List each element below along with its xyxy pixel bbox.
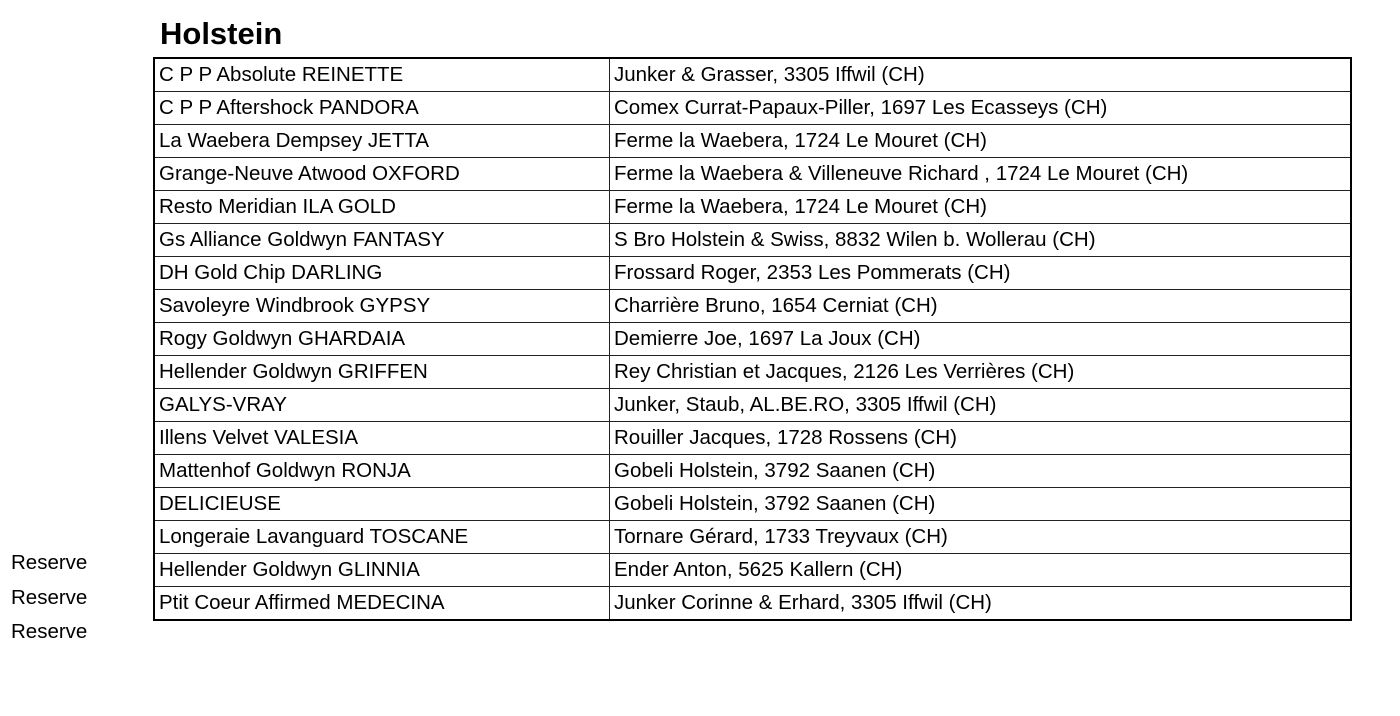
owner-cell: Gobeli Holstein, 3792 Saanen (CH) xyxy=(610,488,1352,521)
reserve-label: Reserve xyxy=(11,620,88,644)
owner-cell: Charrière Bruno, 1654 Cerniat (CH) xyxy=(610,290,1352,323)
animal-name-cell: GALYS-VRAY xyxy=(154,389,610,422)
animal-name-cell: Longeraie Lavanguard TOSCANE xyxy=(154,521,610,554)
table-row xyxy=(154,224,1351,257)
owner-cell: Ferme la Waebera, 1724 Le Mouret (CH) xyxy=(610,125,1352,158)
table-row xyxy=(154,389,1351,422)
reserve-label: Reserve xyxy=(11,550,88,574)
owner-cell: Frossard Roger, 2353 Les Pommerats (CH) xyxy=(610,257,1352,290)
owner-cell: S Bro Holstein & Swiss, 8832 Wilen b. Wollerau (CH) xyxy=(610,224,1352,257)
owner-cell: Junker Corinne & Erhard, 3305 Iffwil (CH) xyxy=(610,587,1352,621)
table-row xyxy=(154,257,1351,290)
table-row xyxy=(154,125,1351,158)
reserve-label: Reserve xyxy=(11,585,88,609)
animal-name-cell: Mattenhof Goldwyn RONJA xyxy=(154,455,610,488)
animal-name-cell: C P P Absolute REINETTE xyxy=(154,58,610,92)
section-title: Holstein xyxy=(160,16,283,51)
table-row xyxy=(154,587,1351,621)
animal-name-cell: Hellender Goldwyn GRIFFEN xyxy=(154,356,610,389)
animal-name-cell: DELICIEUSE xyxy=(154,488,610,521)
table-row xyxy=(154,488,1351,521)
owner-cell: Demierre Joe, 1697 La Joux (CH) xyxy=(610,323,1352,356)
animal-name-cell: C P P Aftershock PANDORA xyxy=(154,92,610,125)
owner-cell: Rouiller Jacques, 1728 Rossens (CH) xyxy=(610,422,1352,455)
animal-name-cell: Illens Velvet VALESIA xyxy=(154,422,610,455)
table-row xyxy=(154,422,1351,455)
animal-name-cell: Resto Meridian ILA GOLD xyxy=(154,191,610,224)
owner-cell: Comex Currat-Papaux-Piller, 1697 Les Ecasseys (CH) xyxy=(610,92,1352,125)
owner-cell: Ender Anton, 5625 Kallern (CH) xyxy=(610,554,1352,587)
table-row xyxy=(154,92,1351,125)
animal-name-cell: DH Gold Chip DARLING xyxy=(154,257,610,290)
animal-name-cell: Grange-Neuve Atwood OXFORD xyxy=(154,158,610,191)
table-row xyxy=(154,191,1351,224)
table-row xyxy=(154,455,1351,488)
holstein-table xyxy=(153,57,1352,621)
table-row xyxy=(154,158,1351,191)
animal-name-cell: La Waebera Dempsey JETTA xyxy=(154,125,610,158)
animal-name-cell: Hellender Goldwyn GLINNIA xyxy=(154,554,610,587)
table-row xyxy=(154,323,1351,356)
owner-cell: Rey Christian et Jacques, 2126 Les Verrières (CH) xyxy=(610,356,1352,389)
animal-name-cell: Gs Alliance Goldwyn FANTASY xyxy=(154,224,610,257)
table-row xyxy=(154,58,1351,92)
table-row xyxy=(154,521,1351,554)
owner-cell: Junker, Staub, AL.BE.RO, 3305 Iffwil (CH) xyxy=(610,389,1352,422)
owner-cell: Ferme la Waebera, 1724 Le Mouret (CH) xyxy=(610,191,1352,224)
owner-cell: Ferme la Waebera & Villeneuve Richard , 1724 Le Mouret (CH) xyxy=(610,158,1352,191)
owner-cell: Gobeli Holstein, 3792 Saanen (CH) xyxy=(610,455,1352,488)
animal-name-cell: Ptit Coeur Affirmed MEDECINA xyxy=(154,587,610,621)
table-row xyxy=(154,290,1351,323)
table-row xyxy=(154,554,1351,587)
animal-name-cell: Rogy Goldwyn GHARDAIA xyxy=(154,323,610,356)
owner-cell: Junker & Grasser, 3305 Iffwil (CH) xyxy=(610,58,1352,92)
owner-cell: Tornare Gérard, 1733 Treyvaux (CH) xyxy=(610,521,1352,554)
animal-name-cell: Savoleyre Windbrook GYPSY xyxy=(154,290,610,323)
table-row xyxy=(154,356,1351,389)
